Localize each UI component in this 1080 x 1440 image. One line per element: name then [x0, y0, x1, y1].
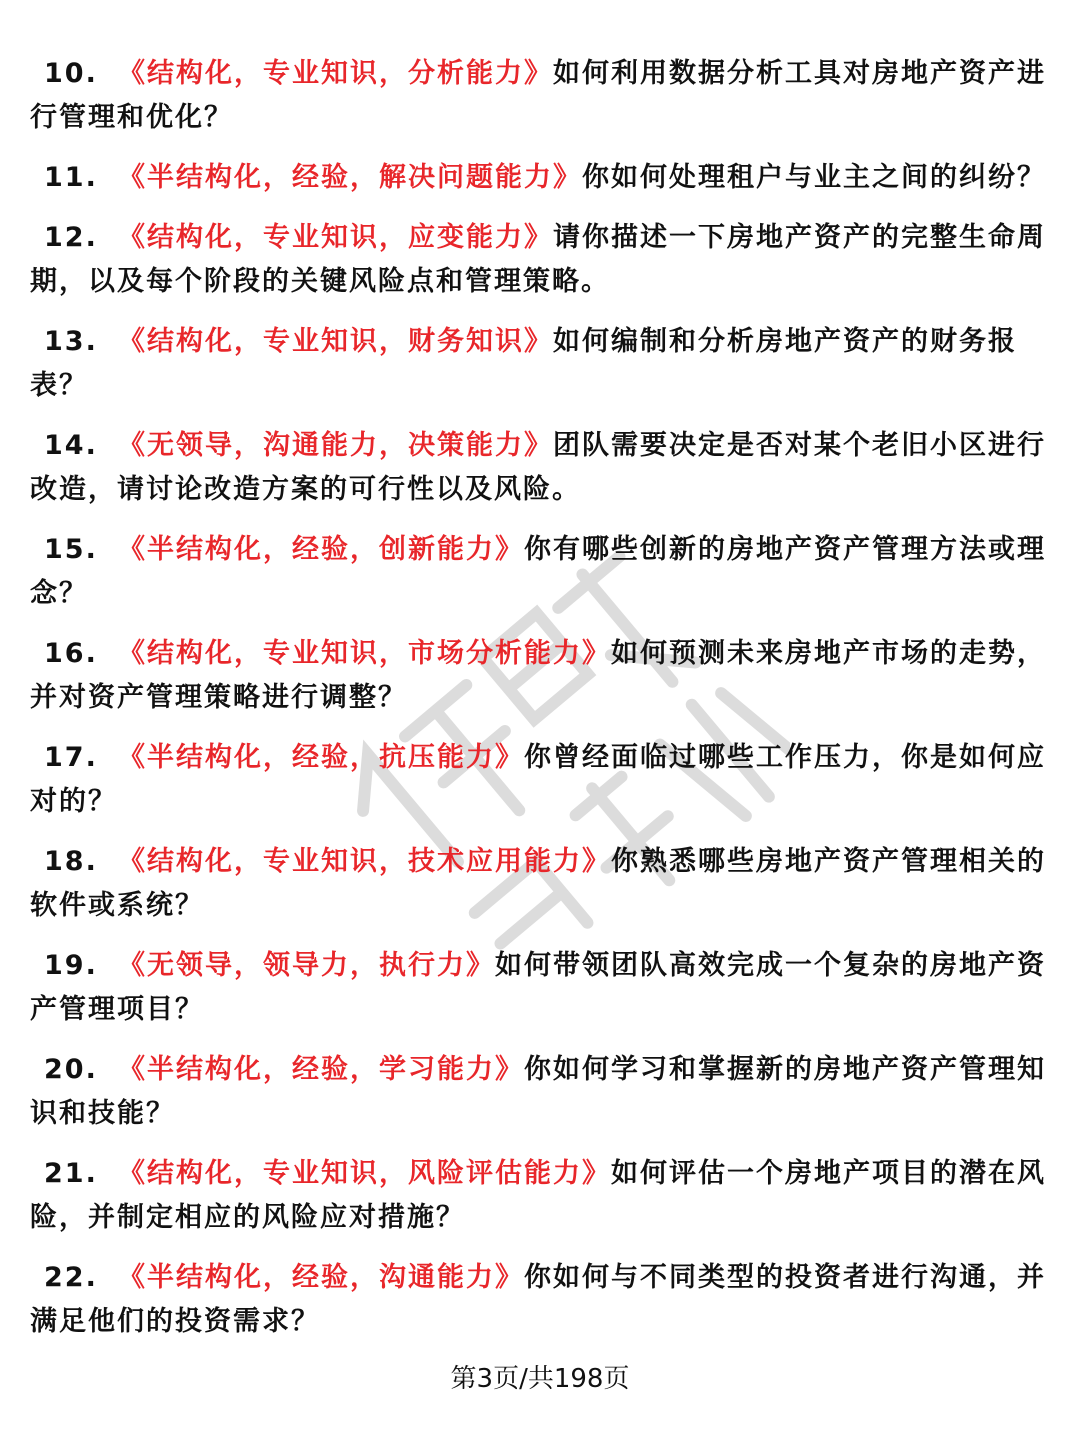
question-number: 20.: [44, 1054, 98, 1085]
question-tags: 《结构化，专业知识，财务知识》: [118, 326, 553, 357]
question-text: 如何编制和分析房地产资产的财务报表？: [30, 326, 1017, 401]
question-number: 17.: [44, 742, 98, 773]
question-tags: 《半结构化，经验，沟通能力》: [118, 1262, 524, 1293]
question-number: 21.: [44, 1158, 98, 1189]
question-item: [30, 216, 1050, 304]
question-text: 如何预测未来房地产市场的走势，并对资产管理策略进行调整？: [30, 638, 1046, 713]
question-number: 14.: [44, 430, 98, 461]
question-item: [30, 528, 1050, 616]
question-number: 12.: [44, 222, 98, 253]
question-tags: 《无领导，领导力，执行力》: [118, 950, 495, 981]
question-item: [30, 840, 1050, 928]
question-text: 你曾经面临过哪些工作压力，你是如何应对的？: [30, 742, 1046, 817]
question-item: [30, 52, 1050, 140]
question-item: [30, 1048, 1050, 1136]
question-tags: 《半结构化，经验，创新能力》: [118, 534, 524, 565]
question-item: [30, 944, 1050, 1032]
question-text: 你熟悉哪些房地产资产管理相关的软件或系统？: [30, 846, 1046, 921]
question-number: 10.: [44, 58, 98, 89]
question-list: [30, 52, 1050, 1360]
question-text: 你如何处理租户与业主之间的纠纷？: [582, 162, 1046, 193]
question-number: 19.: [44, 950, 98, 981]
question-text: 你如何与不同类型的投资者进行沟通，并满足他们的投资需求？: [30, 1262, 1046, 1337]
question-tags: 《结构化，专业知识，技术应用能力》: [118, 846, 611, 877]
page-indicator: 第3页/共198页: [450, 1364, 630, 1394]
question-tags: 《无领导，沟通能力，决策能力》: [118, 430, 553, 461]
question-tags: 《结构化，专业知识，分析能力》: [118, 58, 553, 89]
question-text: 你有哪些创新的房地产资产管理方法或理念？: [30, 534, 1046, 609]
question-text: 如何带领团队高效完成一个复杂的房地产资产管理项目？: [30, 950, 1046, 1025]
question-item: [30, 320, 1050, 408]
question-number: 15.: [44, 534, 98, 565]
question-tags: 《半结构化，经验，学习能力》: [118, 1054, 524, 1085]
question-item: [30, 736, 1050, 824]
question-number: 13.: [44, 326, 98, 357]
question-tags: 《半结构化，经验，抗压能力》: [118, 742, 524, 773]
question-item: [30, 1256, 1050, 1344]
question-text: 请你描述一下房地产资产的完整生命周期，以及每个阶段的关键风险点和管理策略。: [30, 222, 1046, 297]
question-number: 16.: [44, 638, 98, 669]
question-item: [30, 424, 1050, 512]
question-item: [30, 632, 1050, 720]
question-text: 如何评估一个房地产项目的潜在风险，并制定相应的风险应对措施？: [30, 1158, 1046, 1233]
question-item: [30, 156, 1050, 200]
question-tags: 《结构化，专业知识，市场分析能力》: [118, 638, 611, 669]
question-tags: 《半结构化，经验，解决问题能力》: [118, 162, 582, 193]
question-item: [30, 1152, 1050, 1240]
question-text: 你如何学习和掌握新的房地产资产管理知识和技能？: [30, 1054, 1046, 1129]
question-number: 22.: [44, 1262, 98, 1293]
question-text: 如何利用数据分析工具对房地产资产进行管理和优化？: [30, 58, 1046, 133]
question-number: 18.: [44, 846, 98, 877]
question-tags: 《结构化，专业知识，应变能力》: [118, 222, 553, 253]
question-tags: 《结构化，专业知识，风险评估能力》: [118, 1158, 611, 1189]
question-text: 团队需要决定是否对某个老旧小区进行改造，请讨论改造方案的可行性以及风险。: [30, 430, 1046, 505]
question-number: 11.: [44, 162, 98, 193]
